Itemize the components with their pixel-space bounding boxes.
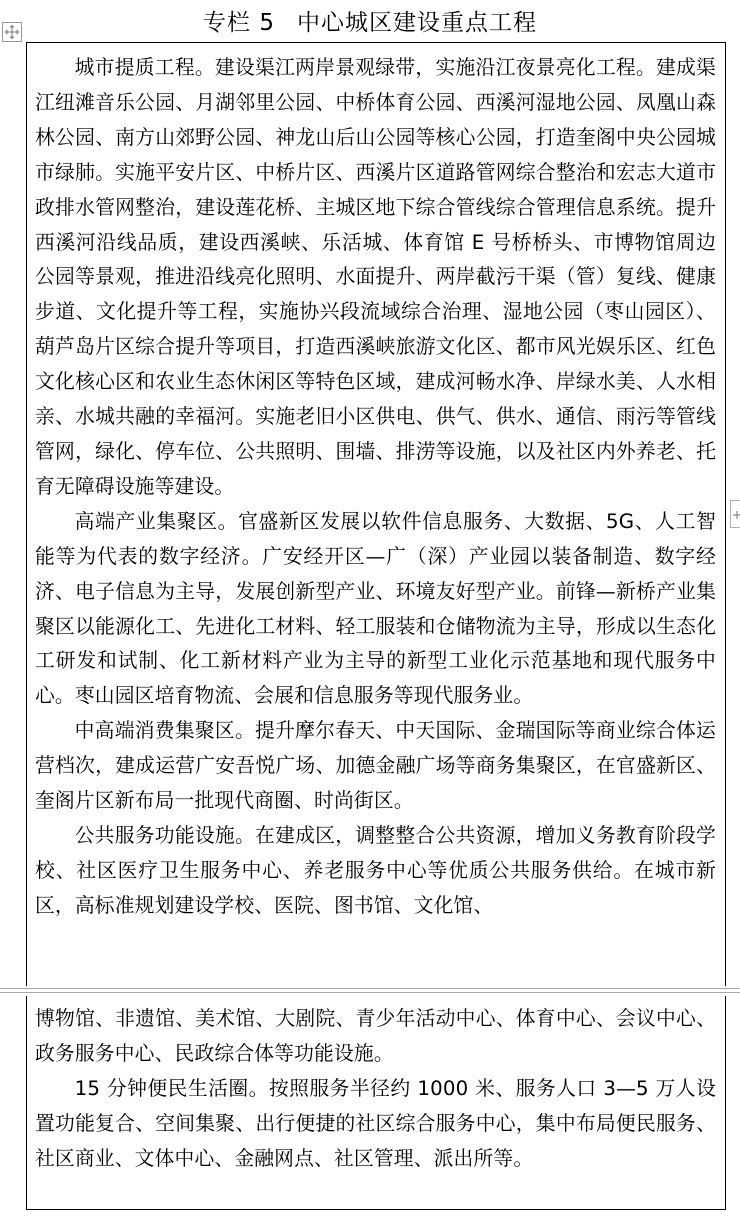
plus-icon[interactable] [730, 500, 740, 528]
title-prefix: 专栏 5 [203, 10, 275, 36]
title-main: 中心城区建设重点工程 [296, 10, 537, 36]
column-box-page-2 [26, 996, 726, 1210]
paragraph-high-end-industry: 高端产业集聚区。官盛新区发展以软件信息服务、大数据、5G、人工智能等为代表的数字经济。广安经开区—广（深）产业园以装备制造、数字经济、电子信息为主导，发展创新型产业、环境友好型产业。前锋—新桥产业集聚区以能源化工、先进化工材料、轻工服装和仓储物流为主导，形成以生态化工研发和试制、化工新材料产业为主导的新型工业化示范基地和现代服务中心。枣山园区培育物流、会展和信息服务等现代服务业。 [35, 509, 716, 708]
paragraph-urban-quality: 城市提质工程。建设渠江两岸景观绿带，实施沿江夜景亮化工程。建成渠江纽滩音乐公园、月湖邻里公园、中桥体育公园、西溪河湿地公园、凤凰山森林公园、南方山郊野公园、神龙山后山公园等核心公园，打造奎阁中央公园城市绿肺。实施平安片区、中桥片区、西溪片区道路管网综合整治和宏志大道市政排水管网整治，建设莲花桥、主城区地下综合管线综合管理信息系统。提升西溪河沿线品质，建设西溪峡、乐活城、体育馆 E 号桥桥头、市博物馆周边公园等景观，推进沿线亮化照明、水面提升、两岸截污干渠（管）复线、健康步道、文化提升等工程，实施协兴段流域综合治理、湿地公园（枣山园区）、葫芦岛片区综合提升等项目，打造西溪峡旅游文化区、都市风光娱乐区、红色文化核心区和农业生态休闲区等特色区域，建成河畅水净、岸绿水美、人水相亲、水城共融的幸福河。实施老旧小区供电、供气、供水、通信、雨污等管线管网，绿化、停车位、公共照明、围墙、排涝等设施，以及社区内外养老、托育无障碍设施等建设。 [35, 56, 716, 498]
paragraph-public-services: 公共服务功能设施。在建成区，调整整合公共资源，增加义务教育阶段学校、社区医疗卫生服务中心、养老服务中心等优质公共服务供给。在城市新区，高标准规划建设学校、医院、图书馆、文化馆、 [35, 823, 716, 917]
column-box-page-1 [26, 42, 726, 986]
paragraph-public-services-continued: 博物馆、非遗馆、美术馆、大剧院、青少年活动中心、体育中心、会议中心、政务服务中心、民政综合体等功能设施。 [35, 1007, 716, 1065]
paragraph-consumption-cluster: 中高端消费集聚区。提升摩尔春天、中天国际、金瑞国际等商业综合体运营档次，建成运营广安吾悦广场、加德金融广场等商务集聚区，在官盛新区、奎阁片区新布局一批现代商圈、时尚街区。 [35, 719, 716, 813]
column-title [0, 8, 740, 38]
page-break [0, 986, 740, 996]
paragraph-15-minute-life-circle: 15 分钟便民生活圈。按照服务半径约 1000 米、服务人口 3—5 万人设置功能复合、空间集聚、出行便捷的社区综合服务中心，集中布局便民服务、社区商业、文体中心、金融网点、社区管理、派出所等。 [35, 1076, 716, 1170]
